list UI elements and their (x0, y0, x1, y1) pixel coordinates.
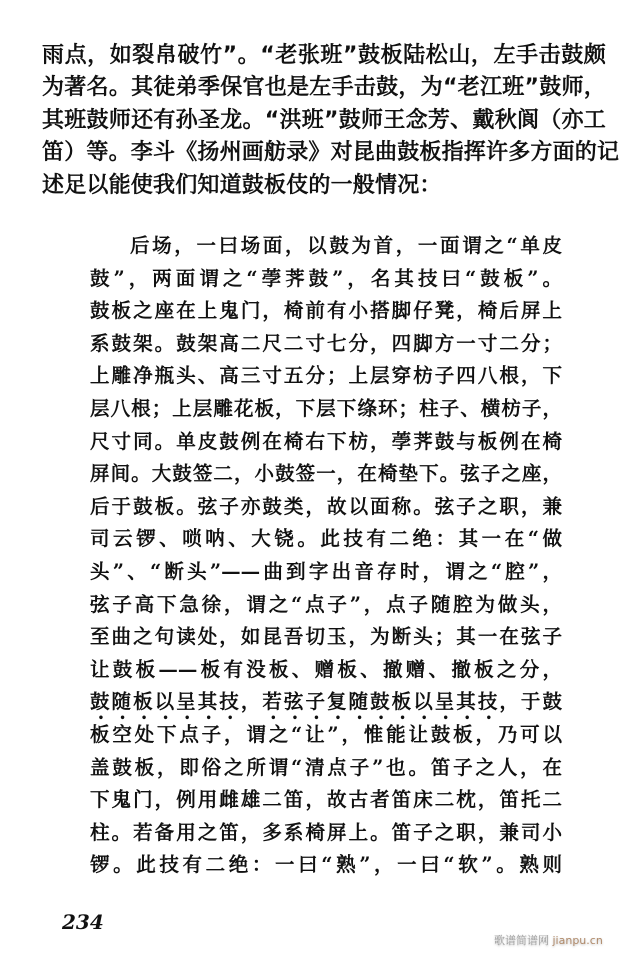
quote-line: 司云锣、唢呐、大铙。此技有二绝：其一在“做 (90, 527, 562, 551)
quote-line: 头”、“断头”——曲到字出音存时，谓之“腔”， (90, 559, 562, 583)
emphasis-text: 鼓随板以呈其技 (90, 690, 241, 714)
text-line: 雨点，如裂帛破竹”。“老张班”鼓板陆松山，左手击鼓颇 (42, 43, 606, 68)
quote-line: 屏间。大鼓签二，小鼓签一，在椅垫下。弦子之座， (90, 462, 562, 486)
quote-line: 鼓板之座在上鬼门，椅前有小搭脚仔凳，椅后屏上 (90, 299, 562, 323)
quoted-excerpt (90, 230, 562, 882)
text-line: 其班鼓师还有孙圣龙。“洪班”鼓师王念芳、戴秋阆（亦工 (42, 107, 606, 133)
main-paragraph (42, 40, 620, 202)
quote-line: 盖鼓板，即俗之所谓“清点子”也。笛子之人，在 (90, 755, 562, 779)
quote-line: 下鬼门，例用雌雄二笛，故古者笛床二枕，笛托二 (90, 788, 562, 812)
quote-line: 柱。若备用之笛，多系椅屏上。笛子之职，兼司小 (90, 820, 562, 844)
watermark (494, 932, 603, 948)
watermark-url: jianpu.cn (552, 934, 603, 947)
page-number: 234 (62, 910, 104, 934)
text-line: 为著名。其徒弟季保官也是左手击鼓，为“老江班”鼓师， (42, 75, 606, 101)
quote-line: 上雕净瓶头、高三寸五分；上层穿枋子四八根，下 (90, 364, 562, 388)
quote-line-emphasized (90, 686, 562, 719)
quote-line: 系鼓架。鼓架高二尺二寸七分，四脚方一寸二分； (90, 331, 562, 355)
text-line: 述足以能使我们知道鼓板伎的一般情况： (42, 172, 442, 198)
quote-line: 后场，一曰场面，以鼓为首，一面谓之“单皮 (130, 234, 562, 257)
quote-line: 层八根；上层雕花板，下层下绦环；柱子、横枋子， (90, 396, 562, 420)
text-tail: ，于鼓 (499, 690, 562, 714)
emphasis-text: 若弦子复随鼓板以呈其技 (262, 690, 500, 714)
watermark-site-name: 歌谱简谱网 (494, 934, 549, 947)
quote-line: 板空处下点子，谓之“让”，惟能让鼓板，乃可以 (90, 722, 562, 746)
quote-line: 鼓”，两面谓之“荸荠鼓”，名其技曰“鼓板”。 (90, 266, 562, 290)
quote-line: 后于鼓板。弦子亦鼓类，故以面称。弦子之职，兼 (90, 494, 562, 518)
quote-line: 锣。此技有二绝：一曰“熟”，一曰“软”。熟则 (90, 853, 562, 877)
quote-line: 让鼓板——板有没板、赠板、撤赠、撤板之分， (90, 657, 562, 681)
text-line: 笛）等。李斗《扬州画舫录》对昆曲鼓板指挥许多方面的记 (42, 140, 620, 166)
quote-line: 尺寸同。单皮鼓例在椅右下枋，荸荠鼓与板例在椅 (90, 429, 562, 453)
quote-line: 至曲之句读处，如昆吾切玉，为断头；其一在弦子 (90, 625, 562, 649)
punctuation: ， (240, 690, 263, 714)
quote-line: 弦子高下急徐，谓之“点子”，点子随腔为做头， (90, 592, 562, 616)
